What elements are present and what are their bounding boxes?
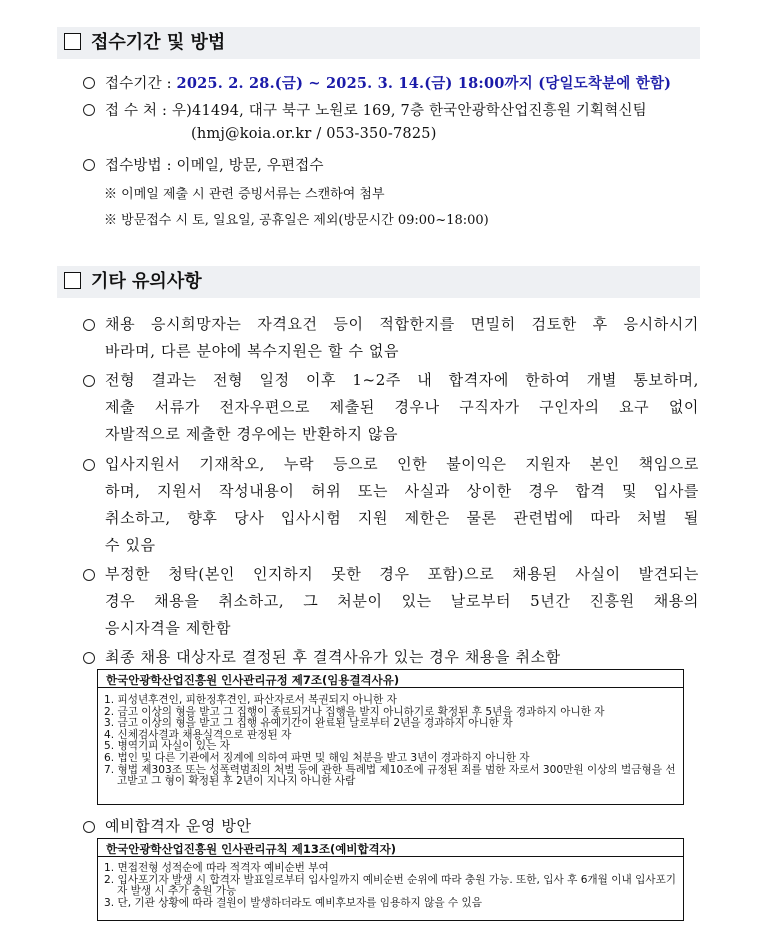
notice-line: 바라며, 다른 분야에 복수지원은 할 수 없음: [105, 342, 400, 360]
regulation-item: 1. 면접전형 성적순에 따라 적격자 예비순번 부여: [104, 862, 329, 874]
regulation-item: 3. 금고 이상의 형을 받고 그 집행 유예기간이 완료된 날로부터 2년을 경과하지 아니한 자: [104, 717, 513, 730]
regulation-title: 한국안광학산업진흥원 인사관리규칙 제13조(예비합격자): [106, 842, 397, 856]
section-title: 기타 유의사항: [91, 271, 202, 292]
regulation-item: 2. 금고 이상의 형을 받고 그 집행이 종료되거나 집행을 받지 아니하기로 확정된 후 5년을 경과하지 아니한 자: [104, 705, 605, 718]
notice-line: 경우 채용을 취소하고, 그 처분이 있는 날로부터 5년간 진흥원 채용의: [105, 592, 699, 610]
bullet-circle-icon: [83, 375, 95, 387]
regulation-item: 1. 피성년후견인, 피한정후견인, 파산자로서 복권되지 아니한 자: [104, 694, 397, 706]
divider: [98, 856, 683, 857]
period-value: 2025. 2. 28.(금) ~ 2025. 3. 14.(금) 18:00까지 (당일도착분에 한함): [176, 75, 672, 92]
section-title: 접수기간 및 방법: [91, 32, 226, 53]
note-visit: ※ 방문접수 시 토, 일요일, 공휴일은 제외(방문시간 09:00~18:00): [104, 213, 489, 228]
method-value: 이메일, 방문, 우편접수: [176, 158, 324, 174]
bullet-circle-icon: [83, 459, 95, 471]
method-label: 접수방법 :: [105, 158, 172, 174]
note-email: ※ 이메일 제출 시 관련 증빙서류는 스캔하여 첨부: [104, 187, 385, 202]
period-row: [105, 72, 671, 93]
address-value: 우)41494, 대구 북구 노원로 169, 7층 한국안광학산업진흥원 기획혁신팀: [171, 103, 647, 119]
regulation-item: 3. 단, 기관 상황에 따라 결원이 발생하더라도 예비후보자를 임용하지 않을 수 있음: [104, 896, 482, 909]
regulation-item: 5. 병역기피 사실이 있는 자: [104, 740, 230, 753]
notice-line: 수 있음: [105, 536, 156, 554]
notice-line: 하며, 지원서 작성내용이 허위 또는 사실과 상이한 경우 합격 및 입사를: [105, 482, 699, 500]
bullet-circle-icon: [83, 569, 95, 581]
notice-line: 채용 응시희망자는 자격요건 등이 적합한지를 면밀히 검토한 후 응시하시기: [105, 315, 699, 333]
bullet-circle-icon: [83, 319, 95, 331]
checkbox-square-icon: [64, 272, 81, 289]
reserve-label: 예비합격자 운영 방안: [105, 817, 252, 835]
bullet-circle-icon: [83, 652, 95, 664]
regulation-box-reserve: [97, 838, 684, 921]
notice-line: 부정한 청탁(본인 인지하지 못한 경우 포함)으로 채용된 사실이 발견되는: [105, 565, 699, 583]
divider: [98, 687, 683, 688]
address-label: 접 수 처 :: [105, 103, 168, 119]
section-header-application: [57, 27, 700, 59]
notice-line: 자발적으로 제출한 경우에는 반환하지 않음: [105, 425, 399, 443]
notice-item: [105, 561, 699, 642]
regulation-item: 6. 법인 및 다른 기관에서 징계에 의하여 파면 및 해임 처분을 받고 3년이 경과하지 아니한 자: [104, 751, 530, 764]
bullet-circle-icon: [83, 77, 95, 89]
notice-line: 최종 채용 대상자로 결정된 후 결격사유가 있는 경우 채용을 취소함: [105, 648, 561, 666]
notice-item: [105, 451, 699, 559]
bullet-circle-icon: [83, 104, 95, 116]
bullet-circle-icon: [83, 159, 95, 171]
period-label: 접수기간 :: [105, 76, 172, 92]
checkbox-square-icon: [64, 33, 81, 50]
regulation-title: 한국안광학산업진흥원 인사관리규정 제7조(임용결격사유): [106, 673, 400, 687]
notice-line: 전형 결과는 전형 일정 이후 1~2주 내 합격자에 한하여 개별 통보하며,: [105, 371, 699, 389]
method-row: [105, 154, 324, 175]
notice-item: [105, 311, 699, 365]
regulation-item: 4. 신체검사결과 채용실격으로 판정된 자: [104, 728, 292, 741]
section-header-notes: [57, 266, 700, 298]
regulation-list: [104, 863, 677, 909]
notice-item: [105, 644, 699, 671]
notice-line: 입사지원서 기재착오, 누락 등으로 인한 불이익은 지원자 본인 책임으로: [105, 455, 699, 473]
bullet-circle-icon: [83, 821, 95, 833]
notice-line: 제출 서류가 전자우편으로 제출된 경우나 구직자가 구인자의 요구 없이: [105, 398, 699, 416]
regulation-list: [104, 695, 677, 788]
notice-item: [105, 367, 699, 448]
regulation-box-disqualification: [97, 669, 684, 805]
notice-line: 취소하고, 향후 당사 입사시험 지원 제한은 물론 관련법에 따라 처벌 될: [105, 509, 699, 527]
regulation-item: 7. 형법 제303조 또는 성폭력범죄의 처벌 등에 관한 특례법 제10조에 규정된 죄를 범한 자로서 300만원 이상의 벌금형을 선고받고 그 형이 확정된 후 2년이 지나지 아니한 사람: [104, 763, 676, 788]
contact-row: (hmj@koia.or.kr / 053-350-7825): [191, 126, 437, 142]
regulation-item: 2. 입사포기자 발생 시 합격자 발표일로부터 입사일까지 예비순번 순위에 따라 충원 가능. 또한, 입사 후 6개월 이내 입사포기자 발생 시 추가 충원 가능: [104, 873, 677, 898]
address-row: [105, 99, 647, 120]
notice-line: 응시자격을 제한함: [105, 619, 232, 637]
